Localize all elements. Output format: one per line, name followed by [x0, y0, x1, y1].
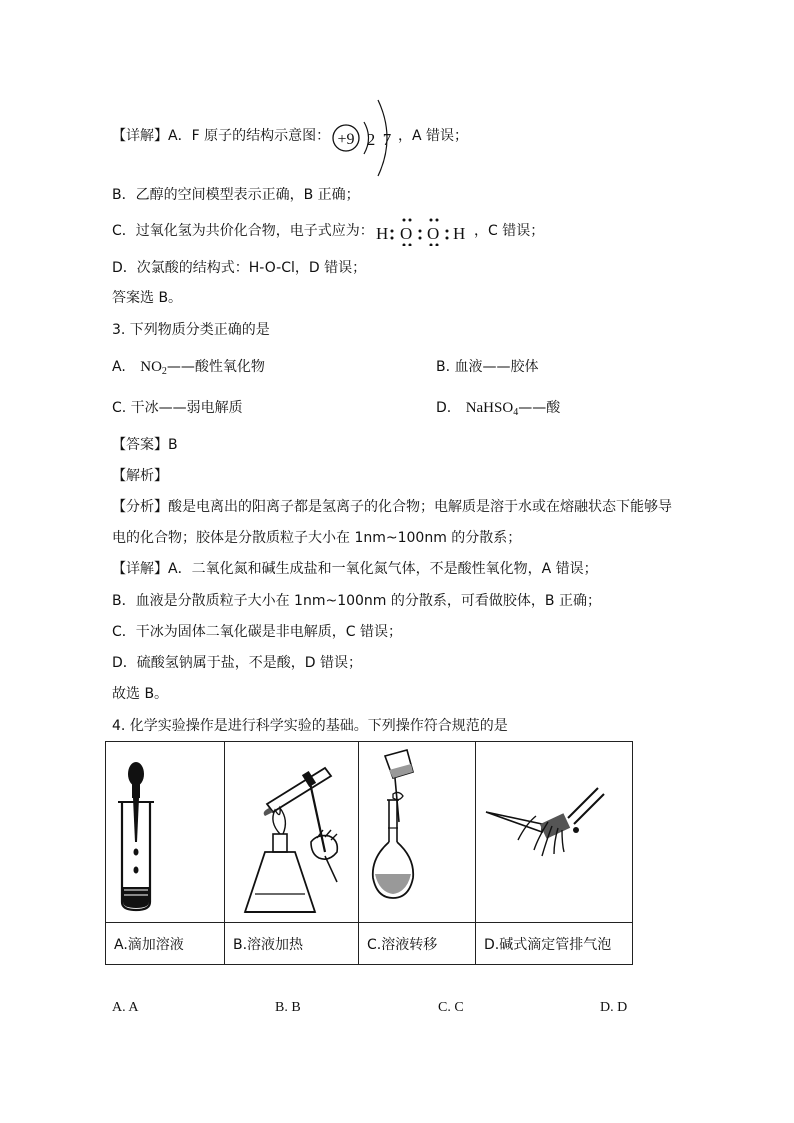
- q3-option-d-formula: [466, 400, 519, 416]
- q3-option-a: [112, 357, 265, 382]
- q3-detail-b: B．血液是分散质粒子大小在 1nm~100nm 的分散系，可看做胶体，B 正确；: [112, 593, 601, 609]
- q3-detail-c: C．干冰为固体二氧化碳是非电解质，C 错误；: [112, 624, 402, 640]
- shell-1-electrons: 2: [366, 130, 376, 149]
- caption-d: D.碱式滴定管排气泡: [476, 923, 633, 965]
- q3-option-d: [436, 398, 560, 423]
- no2-formula: NO: [140, 359, 162, 375]
- q3-option-b: B. 血液——胶体: [436, 359, 539, 375]
- detail-a-suffix: ，A 错误；: [398, 128, 469, 144]
- q3-detail-a: 【详解】A．二氧化氮和碱生成盐和一氧化氮气体，不是酸性氧化物，A 错误；: [112, 561, 598, 577]
- detail-c-prefix: C．过氧化氢为共价化合物，电子式应为：: [112, 223, 374, 239]
- q3-analysis-line-1: 【分析】酸是电离出的阳离子都是氢离子的化合物；电解质是溶于水或在熔融状态下能够导: [112, 499, 672, 515]
- volumetric-flask-transfer-image: [359, 742, 475, 918]
- q4-operations-table: [105, 741, 633, 965]
- q3-stem: 3. 下列物质分类正确的是: [112, 322, 270, 338]
- image-cell-d: [476, 742, 633, 923]
- q3-option-a-formula: [140, 359, 167, 375]
- fluorine-atom-structure-diagram: [330, 98, 400, 178]
- q3-detail-d: D．硫酸氢钠属于盐，不是酸，D 错误；: [112, 655, 363, 671]
- h-atom-left: H: [376, 224, 389, 243]
- q3-conclusion: 故选 B。: [112, 686, 169, 702]
- dropper-test-tube-image: [106, 742, 224, 918]
- no2-subscript: 2: [161, 366, 167, 377]
- q3-option-a-text: ——酸性氧化物: [166, 359, 265, 375]
- nahso4-formula: NaHSO: [465, 400, 514, 416]
- image-cell-c: [359, 742, 476, 923]
- answer-line-q2: 答案选 B。: [112, 290, 183, 306]
- q4-choice-d: D. D: [600, 1000, 628, 1015]
- q3-option-d-text: ——酸: [518, 400, 561, 416]
- o-atom-1: O: [400, 224, 413, 243]
- detail-b-line: B．乙醇的空间模型表示正确，B 正确；: [112, 187, 360, 203]
- q3-option-a-label: A.: [112, 359, 126, 375]
- heating-test-tube-image: [225, 742, 358, 918]
- detail-d-line: D．次氯酸的结构式：H-O-Cl，D 错误；: [112, 260, 367, 276]
- h-atom-right: H: [453, 224, 466, 243]
- q3-option-d-label: D.: [436, 400, 452, 416]
- o-atom-2: O: [427, 224, 440, 243]
- caption-c: C.溶液转移: [359, 923, 476, 965]
- burette-bubble-removal-image: [476, 742, 632, 918]
- caption-a: A.滴加溶液: [106, 923, 225, 965]
- q3-analysis-line-2: 电的化合物；胶体是分散质粒子大小在 1nm~100nm 的分散系；: [112, 530, 522, 546]
- q4-choice-c: C. C: [438, 1000, 464, 1015]
- detail-a-line: [112, 126, 330, 146]
- nahso4-subscript: 4: [513, 407, 519, 418]
- q4-choice-a: A. A: [112, 1000, 139, 1015]
- detail-c-suffix: ，C 错误；: [474, 223, 545, 239]
- q3-analysis-tag: 【解析】: [112, 468, 168, 484]
- q3-option-c: C. 干冰——弱电解质: [112, 400, 243, 416]
- detail-a-prefix: 【详解】A．F 原子的结构示意图：: [112, 128, 331, 144]
- shell-2-electrons: 7: [382, 130, 392, 149]
- image-cell-b: [225, 742, 359, 923]
- h2o2-electron-formula: [374, 212, 474, 246]
- nucleus-charge: +9: [337, 131, 355, 148]
- q4-choice-b: B. B: [275, 1000, 301, 1015]
- caption-b: B.溶液加热: [225, 923, 359, 965]
- image-cell-a: [106, 742, 225, 923]
- q3-answer: 【答案】B: [112, 437, 178, 453]
- q4-stem: 4. 化学实验操作是进行科学实验的基础。下列操作符合规范的是: [112, 718, 508, 734]
